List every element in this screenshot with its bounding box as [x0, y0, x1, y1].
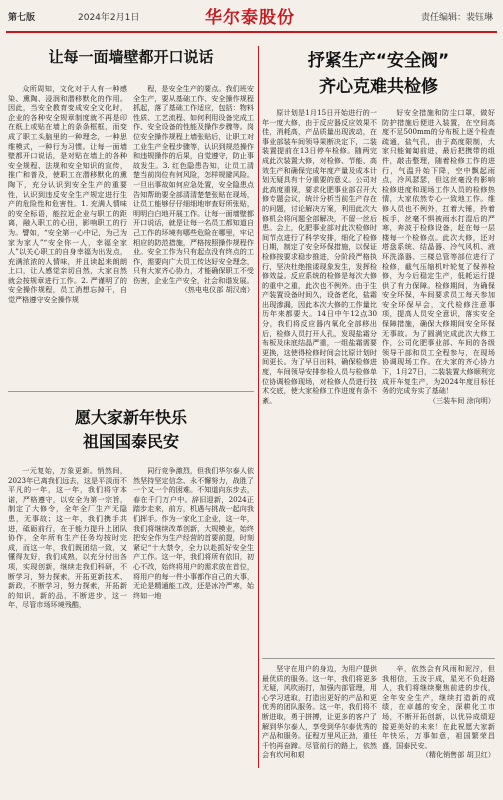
company-logo: 华尔泰股份 — [205, 8, 295, 28]
article-valve-text-1: 原计划是1月15日开始进行的一年一度大修，由于反应器反应效果不佳，消耗高，产品质量出现波动，在事业部装车间领导果断决定下，二装装置提前在13日停车检修。随两完成此次装置大修，对检修、节能、高效生产和确保完成年度产量及成本计划无疑具有十分重要的意义。公司对此高度重视，要求化肥事业部召开大修专题会议，统计分析当前生产存在的问题，讨论解决方案，利用此次大修机会将问题全部解决，不留一丝后患。会上，化肥事业部对此次检修时间节点进行了科学安排，细化了检修日期，制定了安全环保措施，以保证检修按要求稳步推进，分阶段严格执行，坚决杜绝推诿现象发生，发挥检修效益。反应系统的检修是每次大修的重中之重，此次也不例外。由于生产装置设备时间久，设备老化，盐霜出现渗漏，因此本次大修的工作量比历年来都要大。14日中午12点30分，我们将反应器内氧化全部移出后，检修人员打开人孔，发现盐霜分布板及床底结晶严重，一组盐霜需要更换，这使得检修时间会比原计划时间更长。为了早日出料，确保检修进度，车间领导安排参检人员与检修单位协调检修现场，对检修人员进行技术交底，使大家检修工作进度有条不紊。 — [262, 108, 377, 405]
article-title-newyear — [8, 406, 254, 454]
article-wall-text-2: 程，是安全生产的要点。我们班安全生产，要从基础工作、安全操作规程抓起，落了基础工作适应，包括：物料性质、工艺流程、如何利用设备完成工作、安全设备的性能及操作步骤等。岗位安全操作规程上墙张贴后，让职工对工业生产全程步骤等，认识到规范操作和违规操作的后果，自觉遵守，防止事故发生。3. 红色隐患告知，让员工清楚当前岗位有何风险，怎样规避风险。一旦出事故如何应急处置，安全隐患点告知帮助要全部清清楚楚张贴在现场，让员工能够仔仔细细地审查好所张贴，明明白白地开展工作。让每一面墙壁都开口说话，就是让每一名员工都知道自己工作的环境有哪些危险在哪里，牢记相应的防范措施，严格按照操作规程作业。安全工作为只有起点没有终点的工作，需要向广大员工传达好安全理念，只有大家齐心协力，才能确保职工不受伤害，企业生产安全，社会和谐发展。 — [133, 84, 254, 285]
article-newyear-text-2: 同行竞争激烈，但我们华尔泰人依然坚持坚定信念、永不懈努力，战胜了一个又一个的困难。不知道向东步去，春在千门万户中。辞旧迎新，2024正踏步走来，前方，机遇与挑战一起向我们挥手。作为一家化工企业，这一年，我们将继续改革创新，大规模业，始终把安全作为生产经营的首要前提，时刻紧记“十大禁令，全力以赴抓好安全生产工作。这一年，我们将所有依旧，初心不改，始终将用户的需求放在首位，将用户的每一件小事都作自己的大事，无论是精通能工改，还是冰冷严寒，始终如一地 — [133, 466, 254, 600]
article-title-valve-line1: 抒紧生产“安全阀” — [307, 51, 450, 71]
article-valve-column-2 — [382, 108, 495, 654]
article-newyear-column-1 — [8, 466, 127, 766]
article-newyear-byline: （精化销售部 胡卫红） — [421, 750, 495, 760]
article-newyear-column-2 — [133, 466, 254, 766]
article-newyear-text-1: 一元复始，万象更新。悄然间，2023年已离我们远去，这是平淡而不平凡的一年，这一年，我们将守本诺，严格遵守，以安全为第一宗旨，制定了大修令，全年全厂生产无隐患，无事故；这一年，我们携手共进，砥砺前行，在于能力提升上团队协作，全年所有生产任务均按时完成，而这一年，我们既团结一致，又懂得友好，我们成熟，以充分付出各项，实现创新，继续走我们科研，不断学习，努力探索，开拓更新技术、新政，不断学习，努力探索，开拓新的知识，新的品，不断进步，这一年，尽管市场环境残酷， — [8, 466, 127, 610]
article-title-valve-line2: 齐心克难共检修 — [319, 77, 438, 97]
article-wall-text-1: 众所周知，文化对于人有一种感染、熏陶、浸润和潜移默化的作用。因此，当安全教育变成安全文化时，企业的各种安全规章制度就不再是印在纸上或贴在墙上的条条框框，而变成了职工头脑里的一种理念，一种思维模式，一种行为习惯。让每一面墙壁都开口说话，是对贴在墙上的各种安全规程、法规和安全知识的宣传，推广和普及，使职工在潜移默化的熏陶下，充分认识到安全生产的重要性，认识到违反安全生产规定进行生产的危险性和危害性。1. 充满人情味的安全标语，能拉近企业与职工的距离，融入职工的心田，影响职工的行为。譬如，“安全第一心中记，为己为家为家人”“安全你一人，幸福全家人”以关心职工的自身幸福为出发点，充满浓浓的人情味，并且读起来朗朗上口，让人感觉亲切自然，大家自然就会按规章进行工作。2. 严谨明了的安全操作规程，员工消想忘掉干，自觉严格遵守安全操作规 — [8, 84, 127, 305]
article-title-valve — [262, 48, 495, 100]
article-newyear-column-4 — [382, 664, 495, 768]
edition-label: 第七版 — [8, 13, 36, 23]
article-wall-byline: （热电电仪部 胡汉南） — [180, 285, 254, 295]
column-divider — [258, 46, 259, 768]
article-wall-column-1 — [8, 84, 127, 530]
article-title-newyear-line2: 祖国国泰民安 — [82, 432, 179, 451]
article-valve-text-2: 好安全措施和防尘口罩，做好防护措施后便进入装置，在空间高度不足500mm的分布板上逐个检查疏通，盐气孔，由于高度限制，大家只能匍匐前进，最后把携带的组件，敲击整理，随着检修工作的进行，气温升始下降，空中飘起雨点，冷风瑟瑟，但这丝毫没有影响检修进度和现场工作人员的检修热情，大家依然专心一致地工作。维修人员也不例外，扛着大锤，拎着板手，丝毫不惧被雨水打湿后的严寒，奔波于检修设备，赶在每一层楼每一个检修点。此次大修，还对塔盘系统、结晶器、冷气风机、液环洗涤器、三楼总管等部位进行了检修，截气压缩机叶轮复了保养检修，为今后稳定生产，低耗运行提供了有力保障。检修期间，为确保安全环保，车间要求员工每天参加安全环保早会，文代检修注意事项，提高人员安全意识，落实安全保障措施，确保大修期间安全环保无事故。为了圆满完成此次大修工作，公司化肥事业部、车间的各级领导干部和员工全程参与，在现场协调现场工作。在大家的齐心协力下，1月27日，二装装置大修顺利完成开车复生产，为2024年度目标任务的完成夯实了基础！ — [382, 108, 495, 396]
section-divider — [8, 391, 254, 392]
article-newyear-text-4: 辛，依然会有风雨和泥泞，但我相信，玉汝于成，星光不负赶路人，我们将继续聚焦前进的步伐，全年安全生产，继续打造新的成绩，在卓越的安全，深耕化工市场，不断开拓创新，以优异成绩迎接更美好的未来！在此祝愿大家新年快乐，万事如意，祖国繁荣昌盛，国泰民安。 — [382, 664, 495, 750]
article-title-newyear-line1: 愿大家新年快乐 — [74, 408, 187, 427]
header-rule — [6, 31, 497, 33]
article-newyear-text-3: 坚守在用户的身边，为用户提供最优质的服务。这一年，我们将更多无疑，风吹雨打，加强内部管理，用心学习进取，打造出更好的产品和更优秀的团队服务。这一年，我们将不断进取，勇于拼搏，让更多的客户了解到华尔泰人，享受到华尔泰优秀的产品和服务。征程万里风正劲，重任千钧再奋蹄。尽管前行的路上，依然会有坎坷和艰 — [262, 664, 377, 760]
article-newyear-column-3 — [262, 664, 377, 768]
issue-date: 2024年2月1日 — [78, 13, 140, 23]
article-wall-column-2 — [133, 84, 254, 530]
section-divider-right — [262, 658, 495, 659]
article-valve-byline: （三装车间 涂向明） — [428, 395, 495, 405]
article-valve-column-1 — [262, 108, 377, 654]
page-header — [0, 0, 503, 34]
article-title-wall: 让每一面墙壁都开口说话 — [48, 48, 214, 66]
editor-credit: 责任编辑：裴钰琳 — [420, 13, 493, 23]
